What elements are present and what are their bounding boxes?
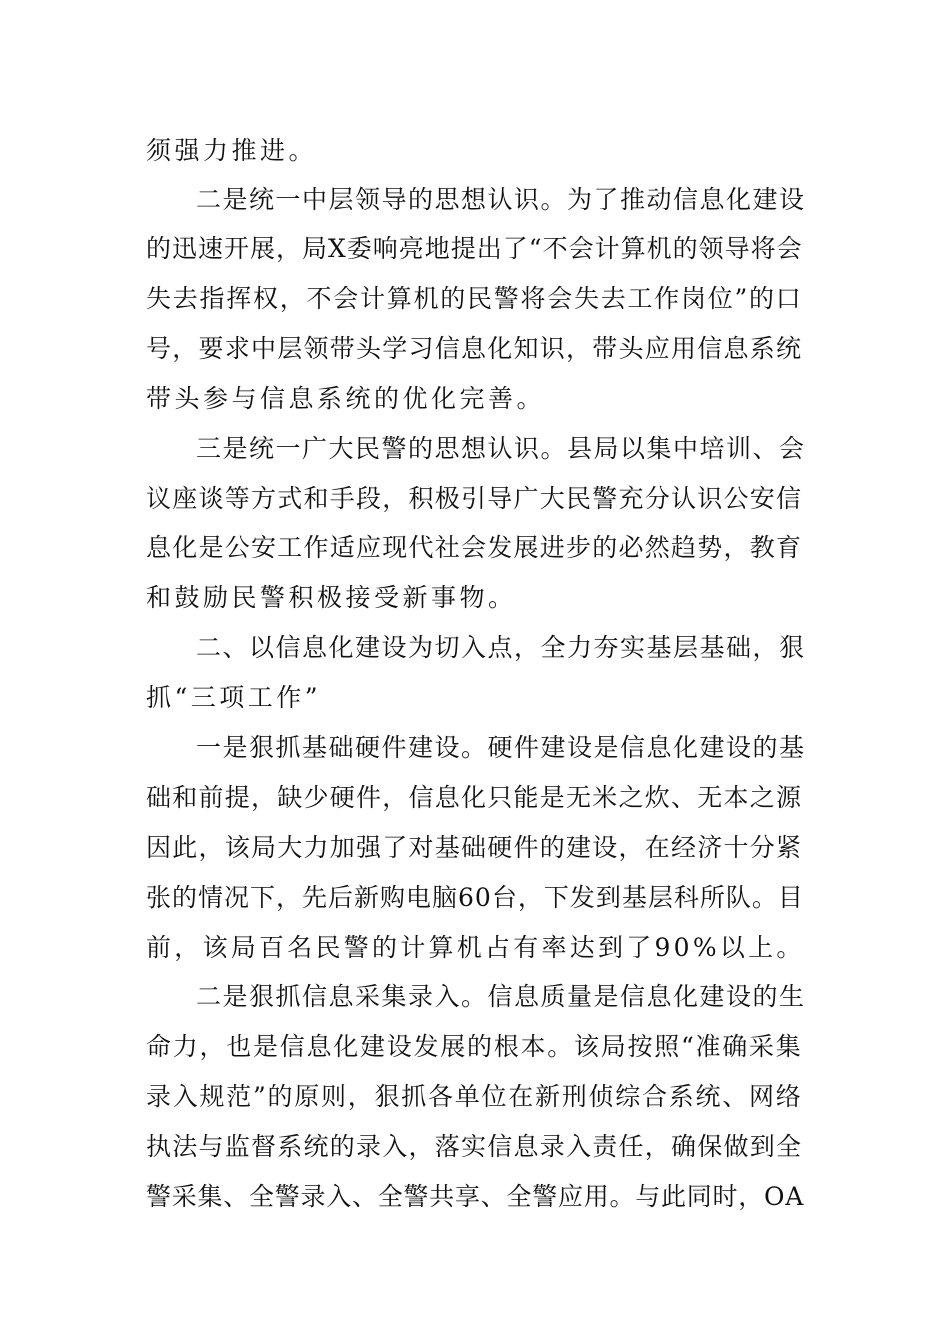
text-line-6: 带头参与信息系统的优化完善。 — [146, 384, 546, 413]
text-line-18: 二是狠抓信息采集录入。信息质量是信息化建设的生 — [196, 982, 806, 1011]
text-line-19: 命力，也是信息化建设发展的根本。该局按照“准确采集 — [146, 1032, 803, 1061]
text-line-12: 抓“三项工作” — [146, 683, 322, 712]
text-line-13: 一是狠抓基础硬件建设。硬件建设是信息化建设的基 — [196, 733, 806, 762]
text-line-5: 号，要求中层领带头学习信息化知识，带头应用信息系统 — [146, 334, 803, 363]
text-line-17: 前，该局百名民警的计算机占有率达到了90%以上。 — [146, 933, 805, 962]
text-line-22: 警采集、全警录入、全警共享、全警应用。与此同时，OA — [146, 1182, 805, 1211]
text-line-8: 议座谈等方式和手段，积极引导广大民警充分认识公安信 — [146, 484, 803, 513]
text-line-21: 执法与监督系统的录入，落实信息录入责任，确保做到全 — [146, 1132, 803, 1161]
text-line-1: 须强力推进。 — [146, 136, 318, 165]
text-line-9: 息化是公安工作适应现代社会发展进步的必然趋势，教育 — [146, 533, 803, 562]
text-line-16: 张的情况下，先后新购电脑60台，下发到基层科所队。目 — [146, 883, 804, 912]
text-line-20: 录入规范”的原则，狠抓各单位在新刑侦综合系统、网络 — [146, 1082, 803, 1111]
text-line-10: 和鼓励民警积极接受新事物。 — [146, 583, 517, 612]
text-line-4: 失去指挥权，不会计算机的民警将会失去工作岗位”的口 — [146, 284, 803, 313]
text-line-2: 二是统一中层领导的思想认识。为了推动信息化建设 — [196, 185, 806, 214]
text-line-14: 础和前提，缺少硬件，信息化只能是无米之炊、无本之源 — [146, 783, 803, 812]
text-line-3: 的迅速开展，局X委响亮地提出了“不会计算机的领导将会 — [146, 234, 803, 263]
text-line-11: 二、以信息化建设为切入点，全力夯实基层基础，狠 — [196, 633, 806, 662]
text-line-15: 因此，该局大力加强了对基础硬件的建设，在经济十分紧 — [146, 833, 803, 862]
text-line-7: 三是统一广大民警的思想认识。县局以集中培训、会 — [196, 434, 806, 463]
